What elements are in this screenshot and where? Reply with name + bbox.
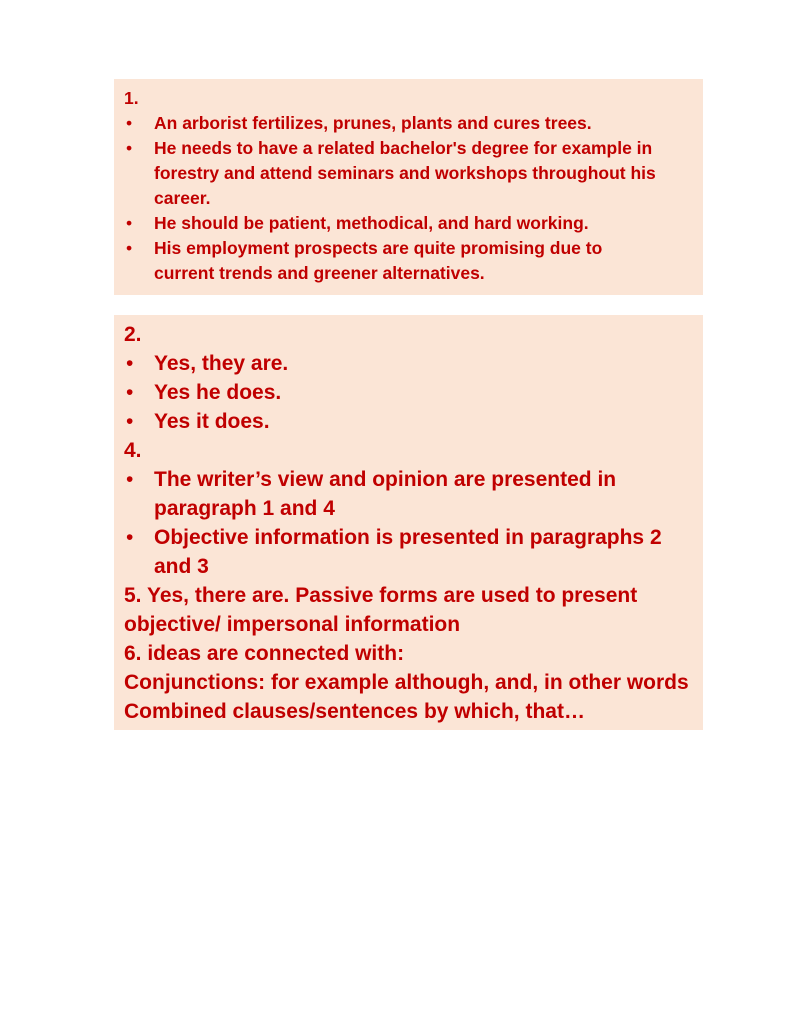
section-heading-4: 4. bbox=[124, 439, 142, 462]
list-item: • The writer’s view and opinion are presented in paragraph 1 and 4 bbox=[124, 465, 693, 523]
bullet-icon: • bbox=[126, 213, 133, 233]
bullet-icon: • bbox=[126, 410, 134, 433]
section-heading-1: 1. bbox=[124, 88, 139, 108]
bullet-icon: • bbox=[126, 138, 133, 158]
list-item: • He should be patient, methodical, and hard working. bbox=[124, 211, 693, 236]
bullet-icon: • bbox=[126, 381, 134, 404]
answer-6-line-2: Conjunctions: for example although, and, in other words bbox=[124, 671, 689, 694]
list-item: • He needs to have a related bachelor's degree for example in forestry and attend seminars and workshops throughout his career. bbox=[126, 138, 656, 208]
list-item: • Objective information is presented in paragraphs 2 and 3 bbox=[124, 523, 693, 581]
answer-6-line-1: 6. ideas are connected with: bbox=[124, 642, 405, 665]
bullet-icon: • bbox=[126, 526, 134, 549]
bullet-icon: • bbox=[126, 113, 133, 133]
list-item: • Yes it does. bbox=[124, 407, 693, 436]
bullet-icon: • bbox=[126, 468, 134, 491]
section-heading-2: 2. bbox=[124, 323, 142, 346]
list-item: • An arborist fertilizes, prunes, plants and cures trees. bbox=[124, 111, 693, 136]
answer-5-line-1: 5. Yes, there are. Passive forms are used to present bbox=[124, 584, 638, 607]
answer-box-1 bbox=[114, 79, 703, 295]
list-item: • Yes, they are. bbox=[124, 349, 693, 378]
list-item: • Yes he does. bbox=[124, 378, 693, 407]
answer-box-2 bbox=[114, 315, 703, 730]
answer-5-line-2: objective/ impersonal information bbox=[124, 613, 461, 636]
bullet-icon: • bbox=[126, 238, 133, 258]
answer-6-line-3: Combined clauses/sentences by which, that… bbox=[124, 700, 585, 723]
list-item: • His employment prospects are quite promising due to current trends and greener alternatives. bbox=[126, 238, 603, 283]
bullet-icon: • bbox=[126, 352, 134, 375]
